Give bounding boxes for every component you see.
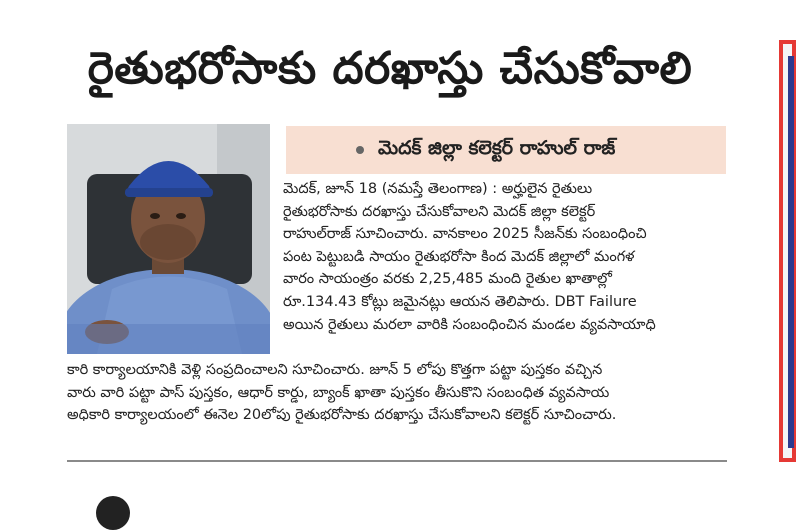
next-article-icon [96,496,130,530]
body-line: మెదక్, జూన్ 18 (నమస్తే తెలంగాణ) : అర్హులైన రైతులు [283,181,593,197]
byline-box [286,126,726,174]
body-line: రాహుల్‌రాజ్ సూచించారు. వానకాలం 2025 సీజన్‌కు సంబంధించి [283,226,647,243]
body-line: వారం సాయంత్రం వరకు 2,25,485 మంది రైతుల ఖాతాల్లో [283,271,612,288]
adjacent-article-frame [779,40,796,462]
body-line: రూ.134.43 కోట్లు జమైనట్లు ఆయన తెలిపారు. DBT Failure [283,293,637,310]
article-body-top [283,178,726,336]
body-line: అధికారి కార్యాలయంలో ఈనెల 20లోపు రైతుభరోసాకు దరఖాస్తు చేసుకోవాలని కలెక్టర్ సూచించారు. [67,407,617,424]
body-line: అయిన రైతులు మరలా వారికి సంబంధించిన మండల వ్యవసాయాధి [283,316,656,333]
adjacent-article-strip [788,56,794,448]
byline-text: మెదక్ జిల్లా కలెక్టర్ రాహుల్ రాజ్ [378,136,616,159]
article-headline: రైతుభరోసాకు దరఖాస్తు చేసుకోవాలి [87,43,693,94]
section-divider [67,460,727,462]
article-body-full [67,359,727,427]
body-line: కారి కార్యాలయానికి వెళ్లి సంప్రదించాలని సూచించారు. జూన్ 5 లోపు కొత్తగా పట్టా పుస్తకం వచ్చిన [67,362,603,378]
body-line: వారు వారి పట్టా పాస్ పుస్తకం, ఆధార్ కార్డు, బ్యాంక్ ఖాతా పుస్తకం తీసుకొని సంబంధిత వ్యవసాయ [67,384,610,401]
body-line: రైతుభరోసాకు దరఖాస్తు చేసుకోవాలని మెదక్ జిల్లా కలెక్టర్ [283,203,596,220]
collector-photo [67,124,270,354]
bullet-icon [356,146,364,154]
body-line: పంట పెట్టుబడి సాయం రైతుభరోసా కింద మెదక్ జిల్లాలో మంగళ [283,248,635,265]
